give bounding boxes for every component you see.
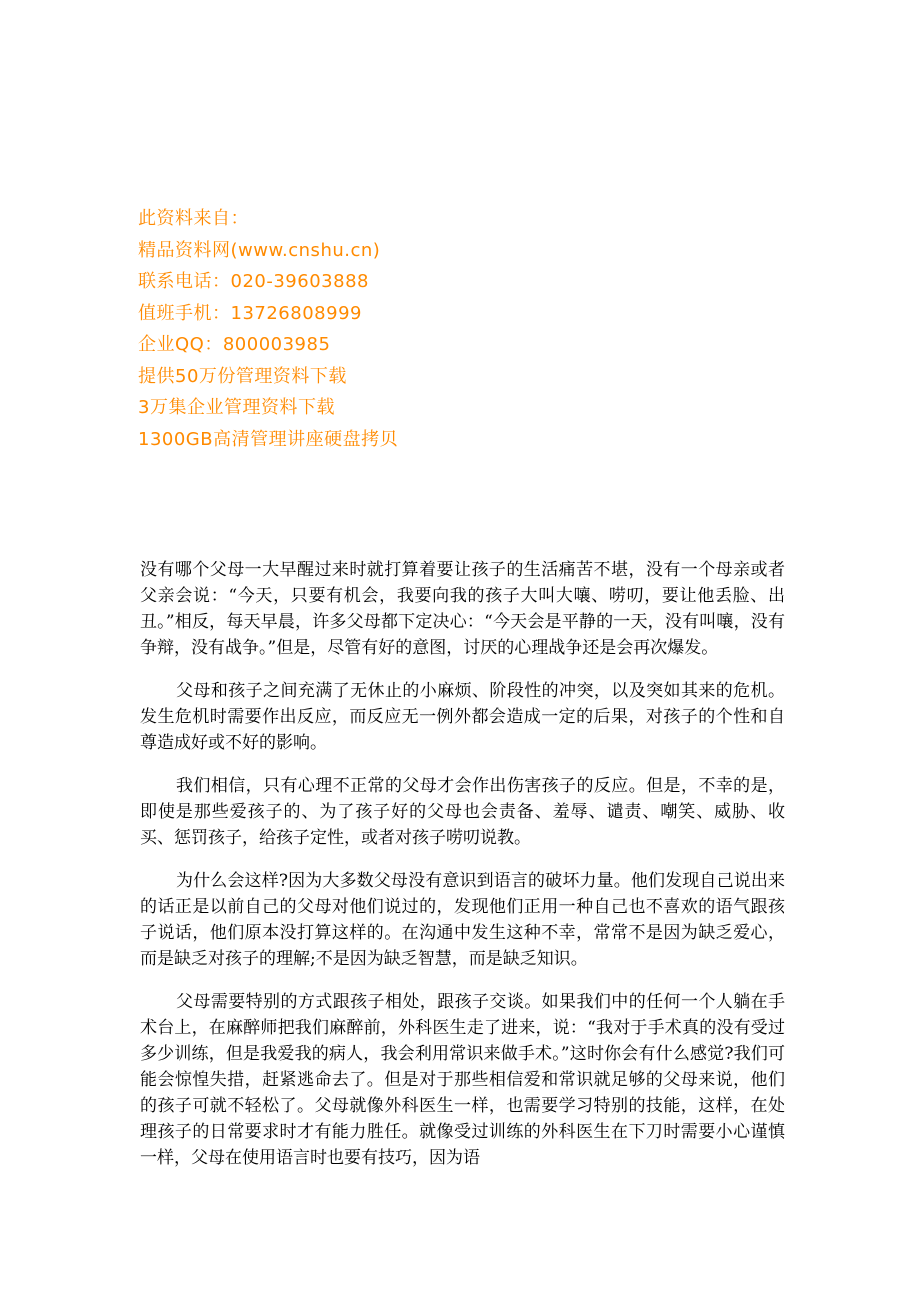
paragraph-1: 没有哪个父母一大早醒过来时就打算着要让孩子的生活痛苦不堪，没有一个母亲或者父亲会说：“今天，只要有机会，我要向我的孩子大叫大嚷、唠叨，要让他丢脸、出丑。”相反，每天早晨，许多父母都下定决心：“今天会是平静的一天，没有叫嚷，没有争辩，没有战争。”但是，尽管有好的意图，讨厌的心理战争还是会再次爆发。 [140, 560, 785, 658]
paragraph-5: 父母需要特别的方式跟孩子相处，跟孩子交谈。如果我们中的任何一个人躺在手术台上，在麻醉师把我们麻醉前，外科医生走了进来，说：“我对于手术真的没有受过多少训练，但是我爱我的病人，我会利用常识来做手术。”这时你会有什么感觉?我们可能会惊惶失措，赶紧逃命去了。但是对于那些相信爱和常识就足够的父母来说，他们的孩子可就不轻松了。父母就像外科医生一样，也需要学习特别的技能，这样，在处理孩子的日常要求时才有能力胜任。就像受过训练的外科医生在下刀时需要小心谨慎一样，父母在使用语言时也要有技巧，因为语 [140, 992, 785, 1168]
document-body [140, 557, 785, 1188]
duty-mobile-line: 值班手机：13726808999 [138, 302, 362, 324]
contact-phone-line: 联系电话：020-39603888 [138, 271, 369, 292]
paragraph-2: 父母和孩子之间充满了无休止的小麻烦、阶段性的冲突，以及突如其来的危机。发生危机时需要作出反应，而反应无一例外都会造成一定的后果，对孩子的个性和自尊造成好或不好的影响。 [140, 681, 785, 753]
source-website-line: 精品资料网(www.cnshu.cn) [138, 239, 381, 261]
paragraph-4: 为什么会这样?因为大多数父母没有意识到语言的破坏力量。他们发现自己说出来的话正是以前自己的父母对他们说过的，发现他们正用一种自己也不喜欢的语气跟孩子说话，他们原本没打算这样的。在沟通中发生这种不幸，常常不是因为缺乏爱心，而是缺乏对孩子的理解;不是因为缺乏智慧，而是缺乏知识。 [140, 871, 785, 969]
source-notice-block [138, 203, 778, 455]
offer-line-3: 1300GB高清管理讲座硬盘拷贝 [138, 428, 399, 450]
offer-line-2: 3万集企业管理资料下载 [138, 397, 335, 418]
paragraph-3: 我们相信，只有心理不正常的父母才会作出伤害孩子的反应。但是，不幸的是，即使是那些爱孩子的、为了孩子好的父母也会责备、羞辱、谴责、嘲笑、威胁、收买、惩罚孩子，给孩子定性，或者对孩子唠叨说教。 [140, 776, 785, 848]
source-notice-heading: 此资料来自： [138, 208, 249, 229]
offer-line-1: 提供50万份管理资料下载 [138, 365, 347, 387]
company-qq-line: 企业QQ：800003985 [138, 334, 331, 355]
